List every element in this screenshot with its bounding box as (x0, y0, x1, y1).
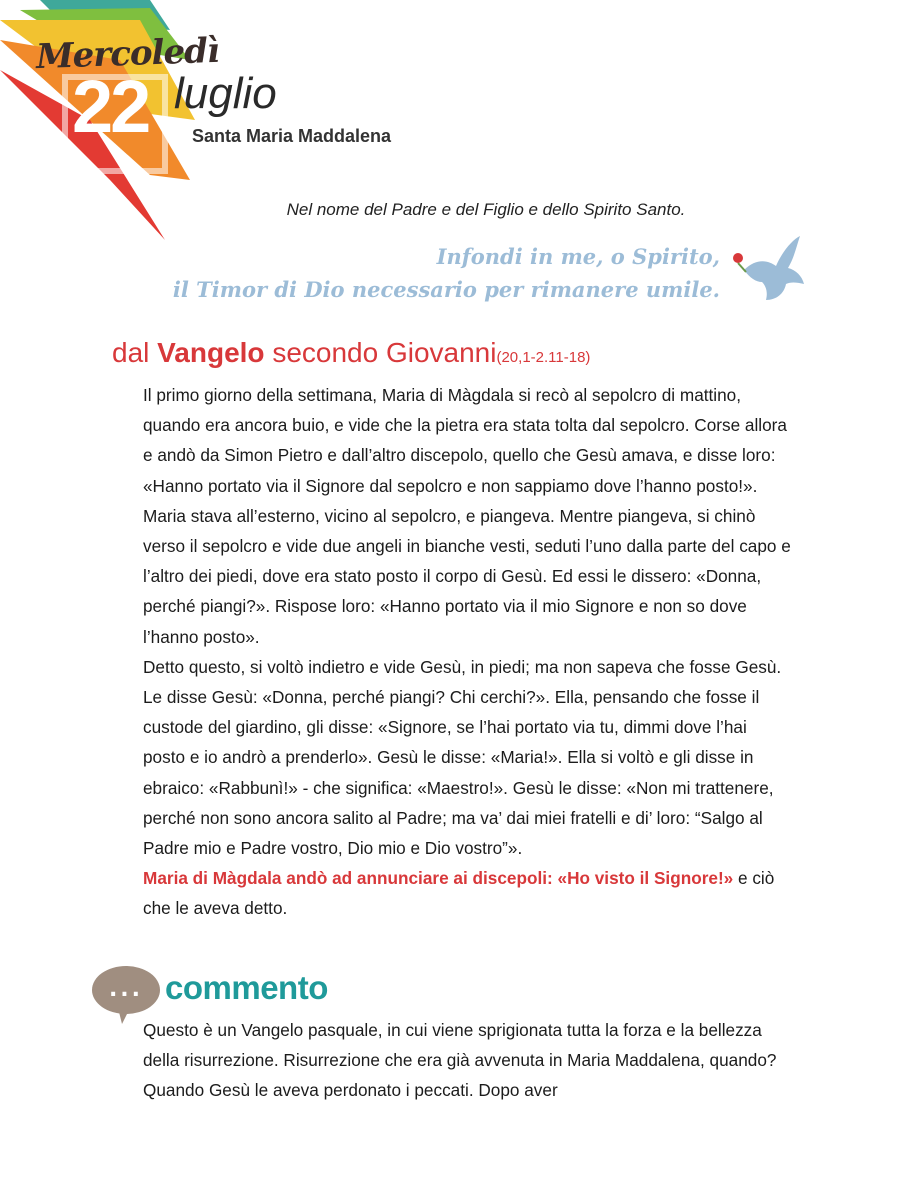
comment-paragraph: Questo è un Vangelo pasquale, in cui viene sprigionata tutta la forza e la bellezza della risurrezione. Risurrezione che era già avvenuta in Maria Maddalena, quando? Quando Gesù le aveva perdonato i peccati. Dopo aver (143, 1020, 777, 1101)
speech-bubble-dots: ... (108, 977, 144, 1002)
trinitarian-invocation: Nel nome del Padre e del Figlio e dello Spirito Santo. (286, 200, 686, 219)
gospel-paragraph-1: Il primo giorno della settimana, Maria di Màgdala si recò al sepolcro di mattino, quando era ancora buio, e vide che la pietra era stata tolta dal sepolcro. Corse allora e andò da Simon Pietro e dall’altro discepolo, quello che Gesù amava, e disse loro: «Hanno portato via il Signore dal sepolcro e non sappiamo dove l’hanno posto!». (143, 385, 787, 496)
saint-of-day: Santa Maria Maddalena (192, 126, 392, 146)
date-header (0, 0, 420, 170)
gospel-title-suffix: secondo Giovanni (272, 337, 497, 368)
gospel-text (143, 380, 793, 924)
gospel-title (112, 337, 590, 369)
comment-heading: commento (165, 969, 328, 1006)
gospel-paragraph-3: Detto questo, si voltò indietro e vide Gesù, in piedi; ma non sapeva che fosse Gesù. Le disse Gesù: «Donna, perché piangi? Chi cerchi?». Ella, pensando che fosse il custode del giardino, gli disse: «Signore, se l’hai portato via tu, dimmi dove l’hai posto e io andrò a prenderlo». Gesù le disse: «Maria!». Ella si voltò e gli disse in ebraico: «Rabbunì!» - che significa: «Maestro!». Gesù le disse: «Non mi trattenere, perché non sono ancora salito al Padre; ma va’ dai miei fratelli e di’ loro: “Salgo al Padre mio e Padre vostro, Dio mio e Dio vostro”». (143, 656, 782, 859)
day-number: 22 (72, 65, 149, 148)
prayer-line-2: il Timor di Dio necessario per rimanere umile. (172, 277, 720, 302)
gospel-title-word: Vangelo (157, 337, 265, 368)
gospel-title-prefix: dal (112, 337, 150, 368)
gospel-closing: e ciò che le aveva detto. (143, 868, 775, 919)
weekday-label: Mercoledì (35, 30, 220, 78)
gospel-reference: (20,1-2.11-18) (496, 349, 591, 366)
comment-text (143, 1015, 793, 1106)
month-label: luglio (174, 69, 277, 118)
gospel-paragraph-2: Maria stava all’esterno, vicino al sepolcro, e piangeva. Mentre piangeva, si chinò verso il sepolcro e vide due angeli in bianche vesti, seduti l’uno dalla parte del capo e l’altro dei piedi, dove era stato posto il corpo di Gesù. Ed essi le dissero: «Donna, perché piangi?». Rispose loro: «Hanno portato via il mio Signore e non so dove l’hanno posto». (143, 505, 791, 647)
dove-with-rose-icon (726, 230, 806, 306)
gospel-paragraph-4 (143, 863, 793, 923)
prayer-line-1: Infondi in me, o Spirito, (436, 244, 720, 269)
holy-spirit-prayer (173, 240, 720, 306)
gospel-highlight: Maria di Màgdala andò ad annunciare ai discepoli: «Ho visto il Signore!» (143, 868, 734, 889)
